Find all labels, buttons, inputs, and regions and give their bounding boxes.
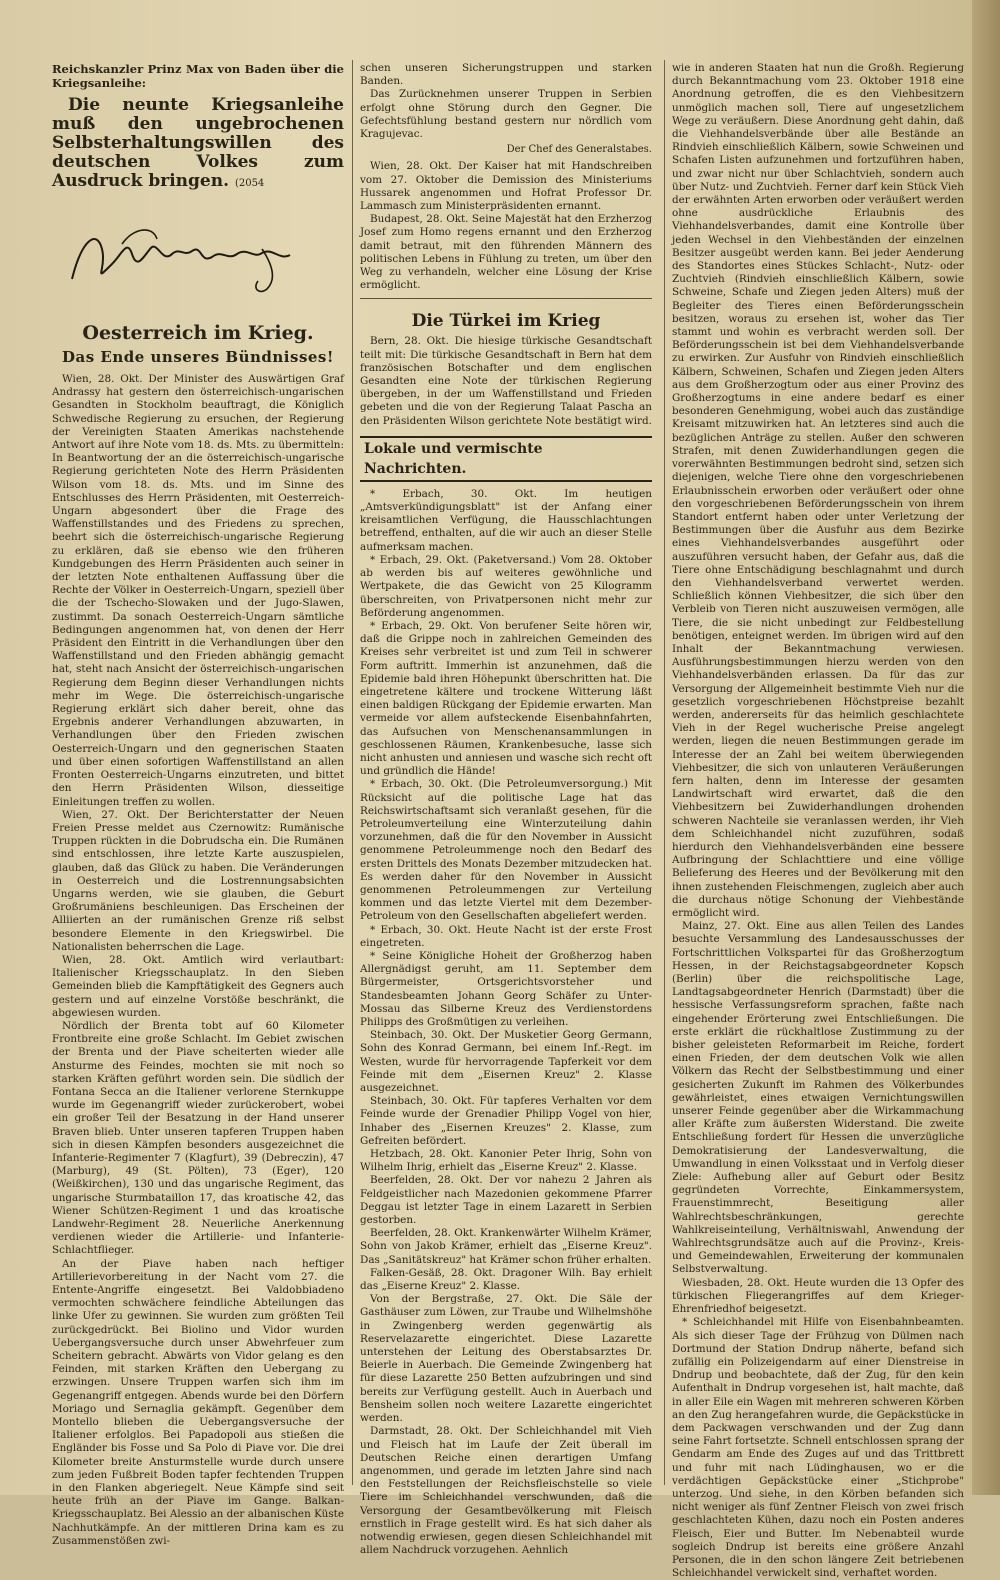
appeal-code: (2054 bbox=[234, 178, 265, 189]
article-paragraph: Mainz, 27. Okt. Eine aus allen Teilen des Landes besuchte Versammlung des Landesausschusses der Fortschrittlichen Volkspartei für das Großherzogtum Hessen, in der Reichstagsabgeordneter Kopsch (Berlin) über die reichspolitische Lage, Landtagsabgeordneter Henrich (Darmstadt) über die hessische Verfassungsreform sprachen, faßte nach eingehender Erörterung zwei Entschließungen. Die erste erklärt die rückhaltlose Zustimmung zu der bisher geleisteten Reformarbeit im Reiche, fordert einen Frieden, der dem deutschen Volk wie allen Völkern das Recht der Selbstbestimmung und einer gesicherten Zukunft im Rahmen des Völkerbundes gewährleistet, eines etwaigen Vernichtungswillen unserer Feinde gegenüber aber die Wirkammachung aller Kräfte zum äußersten Widerstand. Die zweite Entschließung fordert für Hessen die unverzügliche Demokratisierung der Landesverwaltung, die Umwandlung in einen Volksstaat und in Verfolg dieser Ziele: Aufhebung aller auf Geburt oder Besitz gegründeten Vorrechte, Einkammersystem, Frauenstimmrecht, Beseitigung aller Wahlrechtsbeschränkungen, gerechte Wahlkreiseinteilung, Verhältniswahl, Anwendung der Wahlrechtsgrundsätze auch auf die Provinz-, Kreis- und Gemeindewahlen, Erweiterung der kommunalen Selbstverwaltung. bbox=[672, 920, 964, 1276]
article-paragraph: Beerfelden, 28. Okt. Der vor nahezu 2 Jahren als Feldgeistlicher nach Mazedonien gekommene Pfarrer Deggau ist letzter Tage in einem Lazarett in Serbien gestorben. bbox=[360, 1174, 652, 1227]
section-header: Lokale und vermischte Nachrichten. bbox=[360, 436, 652, 482]
column-rule bbox=[352, 60, 353, 1485]
article-paragraph: Steinbach, 30. Okt. Der Musketier Georg Germann, Sohn des Konrad Germann, bei einem Inf.-Regt. im Westen, wurde für hervorragende Tapferkeit vor dem Feinde mit dem „Eisernen Kreuz" 2. Klasse ausgezeichnet. bbox=[360, 1029, 652, 1095]
article-paragraph: Wien, 28. Okt. Der Kaiser hat mit Handschreiben vom 27. Oktober die Demission des Ministeriums Hussarek angenommen und Hofrat Professor Dr. Lammasch zum Ministerpräsidenten ernannt. bbox=[360, 160, 652, 213]
article-paragraph: An der Piave haben nach heftiger Artillerievorbereitung in der Nacht vom 27. die Entente-Angriffe eingesetzt. Bei Valdobbiadeno vermochten schwächere feindliche Abteilungen das linke Ufer zu gewinnen. Sie wurden zum größten Teil zurückgedrückt. Bei Biolino und Vidor wurden Uebergangsversuche durch unser Abwehrfeuer zum Scheitern gebracht. Abwärts von Vidor gelang es den Feinden, mit starken Kräften den Uebergang zu erzwingen. Unsere Truppen warfen sich ihm im Gegenangriff entgegen. Abends wurde bei den Dörfern Moriago und Sernaglia gekämpft. Gegenüber dem Montello blieben die Uebergangsversuche der Italiener erfolglos. Bei Papadopoli aus stießen die Engländer bis Fosse und Sa Polo di Piave vor. Die drei Kilometer breite Ansturmstelle wurde durch unsere zum jeden Fußbreit Boden tapfer fechtenden Truppen in den Flanken abgeriegelt. Neue Kämpfe sind seit heute früh an der Piave im Gange. Balkan-Kriegsschauplatz. Bei Alessio an der albanischen Küste Nachhutkämpfe. An der mittleren Drina kam es zu Zusammenstößen zwi- bbox=[52, 1257, 344, 1547]
article-paragraph: Hetzbach, 28. Okt. Kanonier Peter Ihrig, Sohn von Wilhelm Ihrig, erhielt das „Eiserne Kreuz" 2. Klasse. bbox=[360, 1148, 652, 1174]
section-title: Oesterreich im Krieg. bbox=[82, 322, 314, 344]
article-paragraph: Budapest, 28. Okt. Seine Majestät hat den Erzherzog Josef zum Homo regens ernannt und den Erzherzog damit betraut, mit den führenden Männern des politischen Lebens in Fühlung zu treten, um über den Weg zu verhandeln, welcher eine Lösung der Krise ermöglicht. bbox=[360, 213, 652, 292]
appeal-text: Die neunte Kriegsanleihe muß den ungebrochenen Selbsterhaltungswillen des deutschen Volkes zum Ausdruck bringen. bbox=[52, 95, 344, 191]
article-paragraph: * Erbach, 30. Okt. (Die Petroleumversorgung.) Mit Rücksicht auf die politische Lage hat das Reichswirtschaftsamt sich veranlaßt gesehen, für die Petroleumverteilung eine Winterzuteilung dahin vorzunehmen, daß die für den November in Aussicht genommene Petroleummenge noch den Bedarf des ersten Drittels des Monats Dezember mitzudecken hat. Es werden daher für den November in Aussicht genommenen Petroleummengen zur Verteilung kommen und das letzte Viertel mit dem Dezember-Petroleum von den Gesellschaften abgeliefert werden. bbox=[360, 778, 652, 923]
article-paragraph: * Erbach, 29. Okt. Von berufener Seite hören wir, daß die Grippe noch in zahlreichen Gemeinden des Kreises sehr verbreitet ist und zum Teil in schwerer Form auftritt. Immerhin ist anzunehmen, daß die Epidemie bald ihren Höhepunkt überschritten hat. Die eingetretene kältere und trockene Witterung läßt einen baldigen Rückgang der Epidemie erwarten. Man vermeide vor allem aufsteckende Eisenbahnfahrten, das Aufsuchen von Menschenansammlungen in geschlossenen Räumen, Krankenbesuche, lasse sich nicht anhusten und anniesen und wasche sich recht oft und gründlich die Hände! bbox=[360, 619, 652, 778]
appeal-intro: Reichskanzler Prinz Max von Baden über die Kriegsanleihe: bbox=[52, 62, 344, 90]
article-paragraph: Das Zurücknehmen unserer Truppen in Serbien erfolgt ohne Störung durch den Gegner. Die Gefechtsfühlung bestand gestern nur nördlich vom Kragujevac. bbox=[360, 88, 652, 141]
signature-image bbox=[62, 209, 312, 299]
page-edge bbox=[972, 0, 1000, 1495]
column-3 bbox=[672, 62, 964, 1580]
article-paragraph: Darmstadt, 28. Okt. Der Schleichhandel mit Vieh und Fleisch hat im Laufe der Zeit überall im Deutschen Reiche einen derartigen Umfang angenommen, und gerade im letzten Jahre sind nach den Feststellungen der Reichsfleischstelle so viele Tiere im Schleichhandel verschwunden, daß die Versorgung der Gesamtbevölkerung mit Fleisch ernstlich in Frage gestellt wird. Es hat sich daher als notwendig erwiesen, gegen diesen Schleichhandel mit allem Nachdruck vorzugehen. Aehnlich bbox=[360, 1425, 652, 1557]
article-paragraph: Wien, 28. Okt. Amtlich wird verlautbart: Italienischer Kriegsschauplatz. In den Sieben Gemeinden blieb die Kampftätigkeit des Gegners auch gestern und auf einzelne Vorstöße beschränkt, die abgewiesen wurden. bbox=[52, 953, 344, 1019]
article-paragraph: * Schleichhandel mit Hilfe von Eisenbahnbeamten. Als sich dieser Tage der Frühzug von Dülmen nach Dortmund der Station Dndrup näherte, befand sich zufällig ein Polizeigendarm auf einer Dienstreise in Dndrup und beobachtete, daß der Zug, für den kein Aufenthalt in Dndrup vorgesehen ist, halt machte, daß in aller Eile ein Wagen mit mehreren schweren Körben an den Zug herangefahren wurde, die Gepäckstücke in dem Packwagen verschwanden und der Zug dann seine Fahrt fortsetzte. Schnell entschlossen sprang der Gendarm am Ende des Zuges auf und das Trittbrett und fuhr mit nach Lüdinghausen, wo er die verdächtigen Gepäckstücke einer „Stichprobe" unterzog. Und siehe, in den Körben befanden sich nicht weniger als fünf Zentner Fleisch von zwei frisch geschlachteten Kühen, dazu noch ein Posten anderes Fleisch, Eier und Butter. Im Nebenabteil wurde sogleich Dndrup ist bereits eine größere Anzahl Personen, die in den schon längere Zeit betriebenen Schleichhandel verwickelt sind, verhaftet worden. bbox=[672, 1316, 964, 1580]
column-rule bbox=[664, 60, 665, 1485]
article-paragraph: Wien, 27. Okt. Der Berichterstatter der Neuen Freien Presse meldet aus Czernowitz: Rumänische Truppen rückten in die Dobrudscha ein. Die Rumänen sind entschlossen, ihre letzte Karte auszuspielen, glauben, daß das Glück zu haben. Die Veränderungen in Oesterreich und die Lostrennungsabsichten Ungarns werden, wie sie glauben, die Geburt Großrumäniens beschleunigen. Das Erscheinen der Alliierten an der rumänischen Grenze riß selbst besondere Elemente in den Kriegswirbel. Die Nationalisten beherrschen die Lage. bbox=[52, 808, 344, 953]
article-paragraph: * Erbach, 29. Okt. (Paketversand.) Vom 28. Oktober ab werden bis auf weiteres gewöhnliche und Wertpakete, die das Gewicht von 25 Kilogramm überschreiten, von Privatpersonen nicht mehr zur Beförderung angenommen. bbox=[360, 553, 652, 619]
section-subtitle: Das Ende unseres Bündnisses! bbox=[62, 348, 334, 366]
article-paragraph: Nördlich der Brenta tobt auf 60 Kilometer Frontbreite eine große Schlacht. Im Gebiet zwischen der Brenta und der Piave scheiterten wieder alle Ansturme des Feindes, mochten sie mit noch so starken Kräften geführt worden sein. Die südlich der Fontana Secca an die Italiener verlorene Sternkuppe wurde im Gegenangriff wieder zurückerobert, wobei ein großer Teil der Besatzung in der Hand unserer Braven blieb. Unter unseren tapferen Truppen haben sich in diesen Kämpfen besonders ausgezeichnet die Infanterie-Regimenter 7 (Klagfurt), 39 (Debreczin), 47 (Marburg), 49 (St. Pölten), 73 (Eger), 120 (Weißkirchen), 130 und das ungarische Regiment, das ungarische Sturmbataillon 17, das kroatische 42, das Wiener Schützen-Regiment 1 und das kroatische Landwehr-Regiment 28. Neuerliche Anerkennung verdienen wieder die Artillerie- und Infanterie-Schlachtflieger. bbox=[52, 1019, 344, 1257]
appeal-main bbox=[52, 96, 344, 193]
article-paragraph: Bern, 28. Okt. Die hiesige türkische Gesandtschaft teilt mit: Die türkische Gesandtschaft in Bern hat dem französischen Botschafter und dem englischen Gesandten eine Note der türkischen Regierung übergeben, in der um Waffenstillstand und Frieden gebeten und die von der Regierung Talaat Pascha an den Präsidenten Wilson gerichtete Note bestätigt wird. bbox=[360, 335, 652, 427]
article-paragraph: * Seine Königliche Hoheit der Großherzog haben Allergnädigst geruht, am 11. September dem Bürgermeister, Ortsgerichtsvorsteher und Standesbeamten Johann Georg Schäfer zu Unter-Mossau das Silberne Kreuz des Verdienstordens Philipps des Großmütigen zu verleihen. bbox=[360, 949, 652, 1028]
article-paragraph: Wien, 28. Okt. Der Minister des Auswärtigen Graf Andrassy hat gestern den österreichisch-ungarischen Gesandten in Stockholm beauftragt, die Königlich Schwedische Regierung zu ersuchen, der Regierung der Vereinigten Staaten Amerikas nachstehende Antwort auf ihre Note vom 18. ds. Mts. zu übermitteln: In Beantwortung der an die österreichisch-ungarische Regierung gerichteten Note des Herrn Präsidenten Wilson vom 18. ds. Mts. und im Sinne des Entschlusses des Herrn Präsidenten, mit Oesterreich-Ungarn abgesondert über die Frage des Waffenstillstandes und des Friedens zu sprechen, beehrt sich die österreichisch-ungarische Regierung zu erklären, daß sie ebenso wie den früheren Kundgebungen des Herrn Präsidenten auch seiner in der letzten Note enthaltenen Auffassung über die Rechte der Völker in Oesterreich-Ungarn, speziell über die der Tschecho-Slowaken und der Jugo-Slawen, zustimmt. Da sonach Oesterreich-Ungarn sämtliche Bedingungen angenommen hat, von denen der Herr Präsident den Eintritt in die Verhandlungen über den Waffenstillstand und den Frieden abhängig gemacht hat, steht nach Ansicht der österreichisch-ungarischen Regierung dem Beginn dieser Verhandlungen nichts mehr im Wege. Die österreichisch-ungarische Regierung erklärt sich daher bereit, ohne das Ergebnis anderer Verhandlungen abzuwarten, in Verhandlungen über den Frieden zwischen Oesterreich-Ungarn und den gegnerischen Staaten und über einen sofortigen Waffenstillstand an allen Fronten Oesterreich-Ungarns einzutreten, und bittet den Herrn Präsidenten Wilson, diesseitige Einleitungen treffen zu wollen. bbox=[52, 373, 344, 808]
article-paragraph: Von der Bergstraße, 27. Okt. Die Säle der Gasthäuser zum Löwen, zur Traube und Wilhelmshöhe in Zwingenberg werden gegenwärtig als Reservelazarette eingerichtet. Diese Lazarette unterstehen der Leitung des Oberstabsarztes Dr. Beierle in Auerbach. Die Gemeinde Zwingenberg hat für diese Lazarette 250 Betten aufzubringen und sind bereits zur Verfügung gestellt. Auch in Auerbach und Bensheim sollen noch weitere Lazarette eingerichtet werden. bbox=[360, 1293, 652, 1425]
column-1 bbox=[52, 62, 344, 1547]
article-paragraph: Wiesbaden, 28. Okt. Heute wurden die 13 Opfer des türkischen Fliegerangriffes auf dem Krieger-Ehrenfriedhof beigesetzt. bbox=[672, 1276, 964, 1316]
column-2 bbox=[360, 62, 652, 1557]
article-paragraph: wie in anderen Staaten hat nun die Großh. Regierung durch Bekanntmachung vom 23. Oktober 1918 eine Anordnung getroffen, die es den Viehbesitzern unmöglich machen soll, Tiere auf ungesetzlichem Wege zu veräußern. Diese Anordnung geht dahin, daß die Viehhandelsverbände über alle Bestände an Rindvieh einschließlich Kälbern, sowie Schweinen und Schafen Listen aufzunehmen und fortzuführen haben, und zwar nicht nur über Schlachtvieh, sondern auch über Nutz- und Zuchtvieh. Ferner darf kein Stück Vieh der erwähnten Arten erworben oder veräußert werden ohne ausdrückliche Erlaubnis des Viehhandelsverbandes, damit eine Kontrolle über jeden Wechsel in den Viehbeständen der einzelnen Besitzer ausgeübt werden kann. Bei jeder Aenderung des Standortes eines Stückes Schlacht-, Nutz- oder Zuchtvieh (Rindvieh einschließlich Kälbern, sowie Schweine, Schafe und Ziegen jeden Alters) muß der Begleiter des Tieres einen Beförderungsschein besitzen, woraus zu ersehen ist, woher das Tier stammt und wohin es verbracht werden soll. Der Beförderungsschein ist bei dem Viehhandelsverbande zu erwirken. Zur Ausfuhr von Rindvieh einschließlich Kälbern, Schweinen, Schafen und Ziegen jeden Alters aus dem Großherzogtum oder aus einer Provinz des Großherzogtums in eine andere bedarf es einer besonderen Genehmigung, wobei auch das zuständige Kreisamt mitzuwirken hat. An letzteres sind auch die bezüglichen Anträge zu stellen. Außer den schweren Strafen, mit denen Zuwiderhandlungen gegen die vorerwähnten Bestimmungen bedroht sind, setzen sich diejenigen, welche Tiere ohne den vorgeschriebenen Erlaubnisschein erworben oder veräußert oder ohne den vorgeschriebenen Beförderungsschein von ihrem Standort entfernt haben oder unter Verletzung der Bestimmungen über die Ausfuhr aus dem Bezirke eines Viehhandelsverbandes ausgeführt oder auszuführen versucht haben, der Gefahr aus, daß die Tiere ohne Entschädigung beschlagnahmt und durch den Viehhandelsverband verwertet werden. Schließlich können Viehbesitzer, die sich über den Verbleib von Tieren nicht auszuweisen vermögen, alle Tiere, die sie nicht unbedingt zur Feldbestellung benötigen, enteignet werden. Im übrigen wird auf den Inhalt der Bekanntmachung verwiesen. Ausführungsbestimmungen hierzu werden von den Viehhandelsverbänden erlassen. Da für das zur Versorgung der Allgemeinheit bestimmte Vieh nur die gesetzlich vorgeschriebenen Höchstpreise bezahlt werden, andererseits für das heimlich geschlachtete Vieh in der Regel wucherische Preise angelegt werden, liegen die neuen Bestimmungen gerade im Interesse der an Zahl bei weitem überwiegenden Viehbesitzer, die sich von unlauteren Veräußerungen fern halten, denn im Interesse der gesamten Landwirtschaft wird erwartet, daß die den Viehbesitzern bei Zuwiderhandlungen drohenden schweren Nachteile sie veranlassen werden, ihr Vieh dem Schleichhandel nicht zuzuführen, sodaß hierdurch den Viehhandelsverbänden eine bessere Aufbringung der Schlachttiere und eine völlige Belieferung des Heeres und der Bevölkerung mit den ihnen zustehenden Fleischmengen, zugleich aber auch die durchaus nötige Schonung der Viehbestände ermöglicht wird. bbox=[672, 62, 964, 919]
section-title: Die Türkei im Krieg bbox=[411, 311, 601, 332]
divider bbox=[360, 298, 652, 299]
byline: Der Chef des Generalstabes. bbox=[506, 144, 652, 156]
article-paragraph: Falken-Gesäß, 28. Okt. Dragoner Wilh. Bay erhielt das „Eiserne Kreuz" 2. Klasse. bbox=[360, 1266, 652, 1293]
article-paragraph: * Erbach, 30. Okt. Im heutigen „Amtsverkündigungsblatt" ist der Anfang einer kreisamtlichen Verfügung, die Hausschlachtungen betreffend, enthalten, auf die wir auch an dieser Stelle aufmerksam machen. bbox=[360, 487, 652, 553]
article-paragraph: * Erbach, 30. Okt. Heute Nacht ist der erste Frost eingetreten. bbox=[360, 923, 652, 949]
article-paragraph: Beerfelden, 28. Okt. Krankenwärter Wilhelm Krämer, Sohn von Jakob Krämer, erhielt das „Eiserne Kreuz". Das „Sanitätskreuz" hat Krämer schon früher erhalten. bbox=[360, 1227, 652, 1266]
article-paragraph: schen unseren Sicherungstruppen und starken Banden. bbox=[360, 62, 652, 88]
article-paragraph: Steinbach, 30. Okt. Für tapferes Verhalten vor dem Feinde wurde der Grenadier Philipp Vogel von hier, Inhaber des „Eisernen Kreuzes" 2. Klasse, zum Gefreiten befördert. bbox=[360, 1095, 652, 1147]
